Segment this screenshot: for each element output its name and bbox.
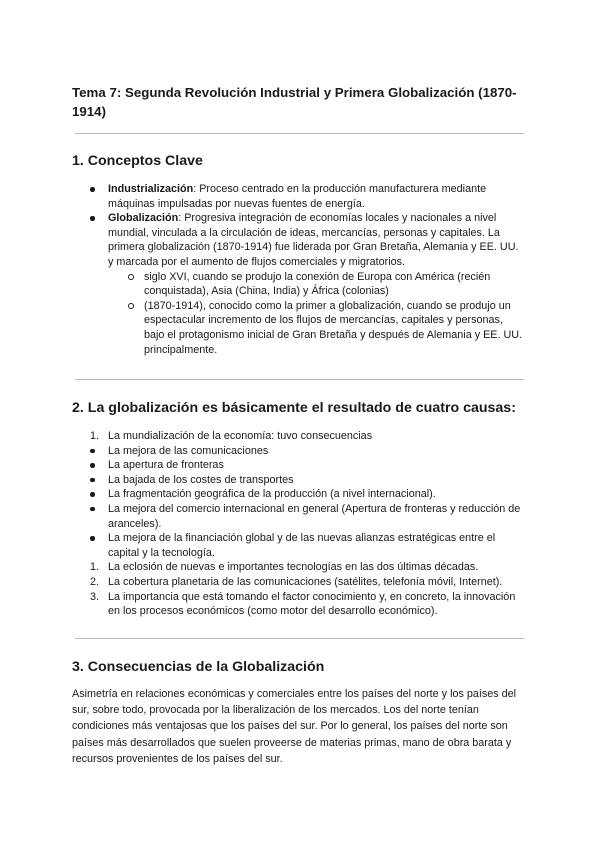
list-marker: 3. (90, 590, 100, 603)
hollow-bullet-icon (128, 303, 134, 309)
sub-list-item (72, 299, 524, 357)
bullet-icon (90, 216, 95, 221)
sub-item-text: (1870-1914), conocido como la primer a globalización, cuando se produjo un espectacular incremento de los flujos de mercancías, capitales y personas, bajo el protagonismo inicial de Gran Bretaña y después de Alemania y EE. UU. principalmente. (144, 299, 523, 356)
list-item-text: La bajada de los costes de transportes (108, 473, 294, 486)
list-item (72, 211, 524, 269)
list-item (72, 531, 524, 560)
section-1-heading: 1. Conceptos Clave (72, 153, 203, 169)
term-label: Globalización (108, 212, 179, 225)
list-item (72, 590, 524, 619)
list-item (72, 458, 524, 473)
bullet-icon (90, 449, 95, 454)
document-title: Tema 7: Segunda Revolución Industrial y Primera Globalización (1870-1914) (72, 85, 517, 119)
list-item (72, 473, 524, 488)
bullet-icon (90, 507, 95, 512)
list-item-text: La mejora de la financiación global y de las nuevas alianzas estratégicas entre el capital y la tecnología. (108, 532, 496, 559)
sub-list-item (72, 270, 524, 299)
list-marker: 1. (90, 430, 100, 442)
section-3-heading: 3. Consecuencias de la Globalización (72, 659, 325, 675)
bullet-icon (90, 463, 95, 468)
list-item-text: La cobertura planetaria de las comunicaciones (satélites, telefonía móvil, Internet). (108, 575, 503, 588)
term-definition: : Progresiva integración de economías locales y nacionales a nivel mundial, vinculada a la circulación de ideas, mercancías, personas y capitales. La primera globalización (1870-1914) fue liderada por Gran Bretaña, Alemania y EE. UU. y marcada por el aumento de flujos comerciales y migratorios. (108, 212, 519, 268)
list-item-text: La mundialización de la economía: tuvo consecuencias (108, 430, 373, 442)
list-item-text: La mejora de las comunicaciones (108, 444, 269, 457)
list-item (72, 560, 524, 575)
list-item (72, 575, 524, 590)
divider (75, 133, 524, 134)
hollow-bullet-icon (128, 274, 134, 280)
divider (75, 379, 524, 380)
list-item (72, 444, 524, 459)
causes-list (72, 429, 524, 619)
list-item (72, 502, 524, 531)
list-item-text: La fragmentación geográfica de la producción (a nivel internacional). (108, 488, 436, 501)
list-marker: 2. (90, 575, 100, 588)
divider (75, 638, 524, 639)
list-item-text: La importancia que está tomando el factor conocimiento y, en concreto, la innovación en los procesos económicos (como motor del desarrollo económico). (108, 590, 516, 618)
list-item (72, 429, 524, 444)
list-item (72, 487, 524, 502)
consequences-paragraph: Asimetría en relaciones económicas y comerciales entre los países del norte y los países del sur, sobre todo, provocada por la liberalización de los mercados. Los del norte tenían condiciones más ventajosas que los países del sur. Por lo general, los países del norte son países más desarrollados que suelen proveerse de materias primas, mano de obra barata y recursos provenientes de los países del sur. (72, 688, 517, 765)
term-label: Industrialización (108, 183, 194, 195)
sub-item-text: siglo XVI, cuando se produjo la conexión de Europa con América (recién conquistada), Asia (China, India) y África (colonias) (144, 270, 491, 298)
list-item-text: La mejora del comercio internacional en general (Apertura de fronteras y reducción de aranceles). (108, 502, 521, 530)
bullet-icon (90, 478, 95, 483)
key-concepts-list (72, 182, 524, 357)
section-2-heading: 2. La globalización es básicamente el resultado de cuatro causas: (72, 400, 516, 416)
bullet-icon (90, 187, 95, 192)
term-definition: : Proceso centrado en la producción manufacturera mediante máquinas impulsadas por nuevas fuentes de energía. (108, 183, 487, 210)
list-marker: 1. (90, 561, 100, 574)
list-item-text: La apertura de fronteras (108, 459, 224, 472)
list-item (72, 182, 524, 211)
bullet-icon (90, 492, 95, 497)
list-item-text: La eclosión de nuevas e importantes tecnologías en las dos últimas décadas. (108, 561, 479, 574)
bullet-icon (90, 536, 95, 541)
